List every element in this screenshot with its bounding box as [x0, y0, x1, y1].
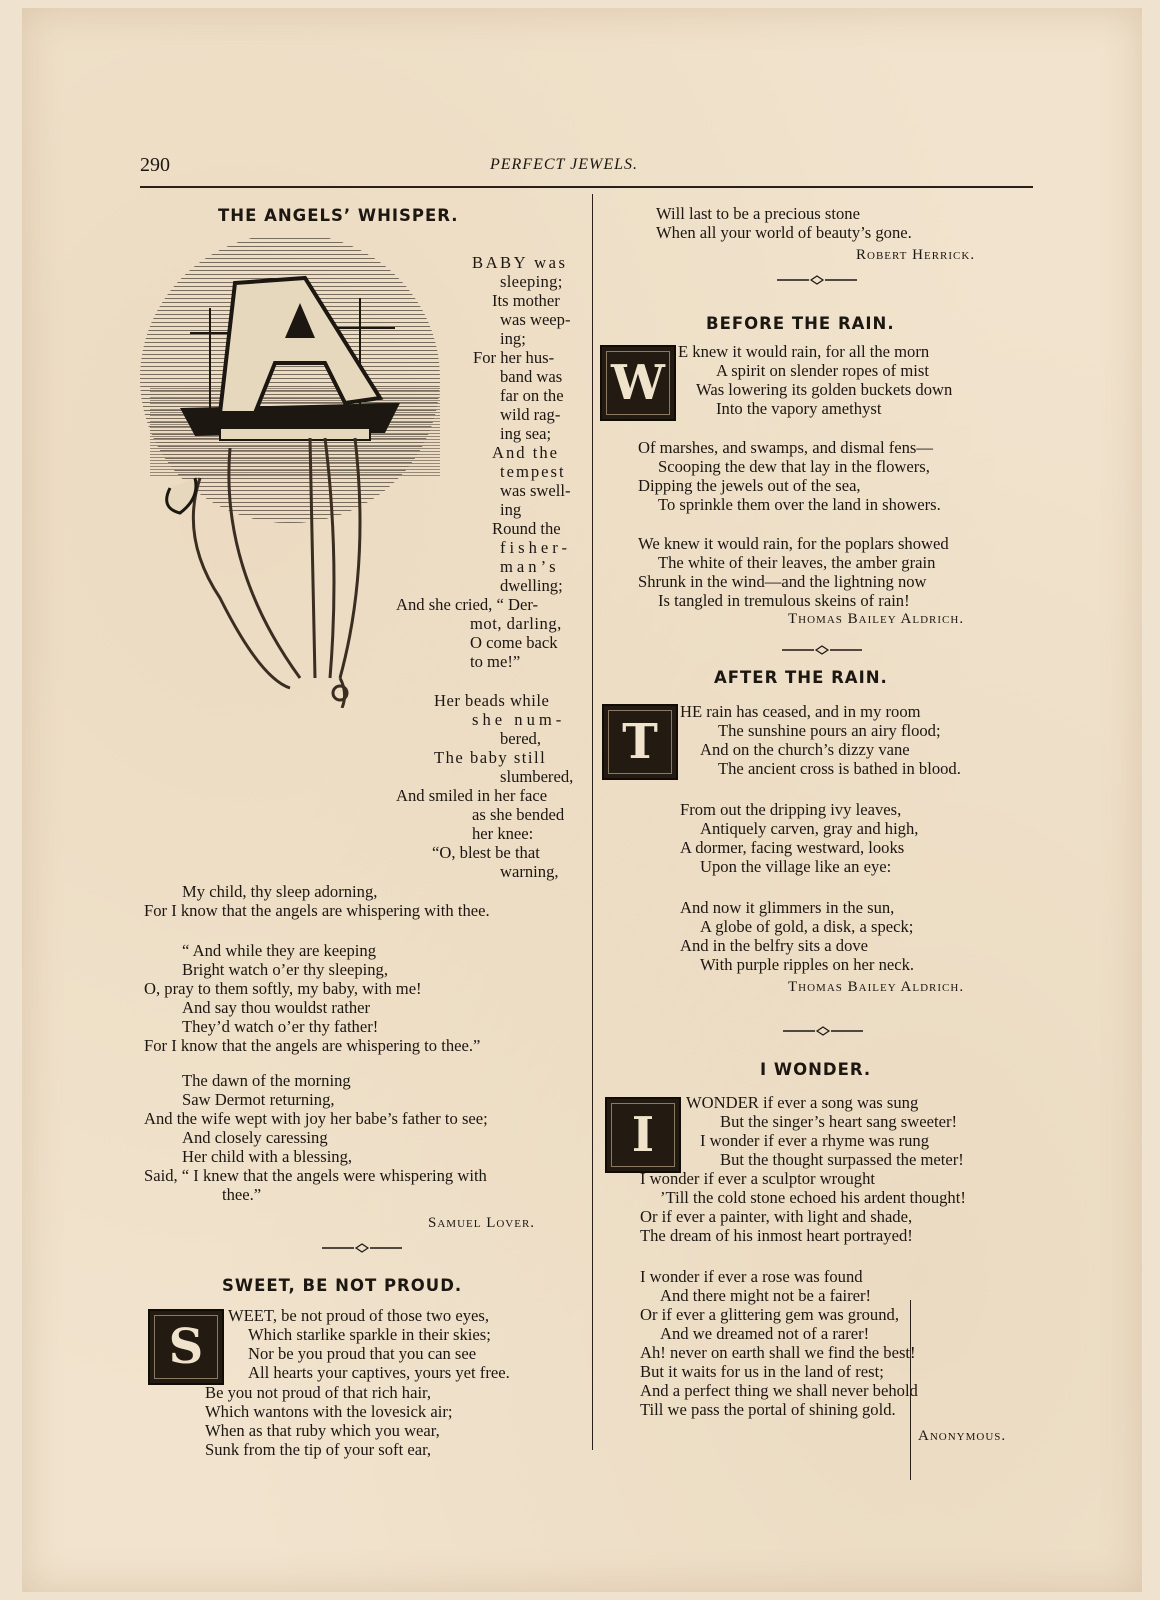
poem-line: wild rag- [500, 405, 561, 424]
poem-line: ing sea; [500, 424, 552, 443]
poem-line: And the [492, 443, 559, 462]
poem-line: And on the church’s dizzy vane [700, 740, 910, 759]
column-divider [592, 194, 593, 1450]
poem-line: O, pray to them softly, my baby, with me! [144, 979, 422, 998]
poem-line: sleeping; [500, 272, 563, 291]
poem-line: The sunshine pours an airy flood; [718, 721, 941, 740]
poem-line: ing [500, 500, 522, 519]
poem-line: warning, [500, 862, 559, 881]
poem-line: ’Till the cold stone echoed his ardent thought! [660, 1188, 966, 1207]
poem-line: They’d watch o’er thy father! [182, 1017, 379, 1036]
author-angels: Samuel Lover. [428, 1215, 536, 1231]
poem-line: I wonder if ever a sculptor wrought [640, 1169, 876, 1188]
poem-line: And a perfect thing we shall never behold [640, 1381, 918, 1400]
poem-line: But the thought surpassed the meter! [720, 1150, 964, 1169]
poem-line: “ And while they are keeping [182, 941, 376, 960]
poem-title-i-wonder: I WONDER. [760, 1060, 872, 1079]
poem-line: slumbered, [500, 767, 574, 786]
poem-line: BABY was [472, 253, 568, 272]
poem-line: The dream of his inmost heart portrayed! [640, 1226, 913, 1245]
poem-line: Saw Dermot returning, [182, 1090, 335, 1109]
dropcap-s: S [148, 1309, 224, 1385]
poem-line: And we dreamed not of a rarer! [660, 1324, 870, 1343]
poem-line: Upon the village like an eye: [700, 857, 892, 876]
poem-line: For I know that the angels are whispering to thee.” [144, 1036, 481, 1055]
poem-line: With purple ripples on her neck. [700, 955, 915, 974]
poem-line: she num- [472, 710, 566, 729]
poem-line: Till we pass the portal of shining gold. [640, 1400, 896, 1419]
poem-title-before-rain: BEFORE THE RAIN. [706, 314, 895, 333]
poem-line: was swell- [500, 481, 571, 500]
poem-line: Sunk from the tip of your soft ear, [205, 1440, 432, 1459]
poem-line: as she bended [472, 805, 565, 824]
poem-line: Which starlike sparkle in their skies; [248, 1325, 491, 1344]
poem-line: far on the [500, 386, 564, 405]
poem-title-after-rain: AFTER THE RAIN. [714, 668, 888, 687]
ship-illustration-dropcap [140, 238, 460, 708]
dropcap-t: T [602, 704, 678, 780]
poem-line: Shrunk in the wind—and the lightning now [638, 572, 927, 591]
poem-line: Her beads while [434, 691, 550, 710]
poem-line: And there might not be a fairer! [660, 1286, 872, 1305]
ornament-divider [783, 1026, 863, 1036]
poem-line: Of marshes, and swamps, and dismal fens— [638, 438, 933, 457]
poem-line: Antiquely carven, gray and high, [700, 819, 919, 838]
poem-line: The ancient cross is bathed in blood. [718, 759, 961, 778]
poem-line: A spirit on slender ropes of mist [716, 361, 929, 380]
poem-line: Scooping the dew that lay in the flowers, [658, 457, 930, 476]
poem-line: Which wantons with the lovesick air; [205, 1402, 453, 1421]
poem-line: was weep- [500, 310, 571, 329]
poem-line: “O, blest be that [432, 843, 540, 862]
poem-line: HE rain has ceased, and in my room [680, 702, 921, 721]
poem-line: And say thou wouldst rather [182, 998, 371, 1017]
poem-line: All hearts your captives, yours yet free. [248, 1363, 510, 1382]
poem-line: tempest [500, 462, 566, 481]
poem-line: And in the belfry sits a dove [680, 936, 869, 955]
ornament-divider [777, 275, 857, 285]
poem-line: And smiled in her face [396, 786, 548, 805]
poem-title-proud: SWEET, BE NOT PROUD. [222, 1276, 463, 1295]
author-aldrich-2: Thomas Bailey Aldrich. [788, 979, 965, 995]
running-title: PERFECT JEWELS. [490, 156, 639, 173]
poem-line: But it waits for us in the land of rest; [640, 1362, 884, 1381]
poem-line: I wonder if ever a rose was found [640, 1267, 863, 1286]
poem-line: A globe of gold, a disk, a speck; [700, 917, 914, 936]
poem-line: Is tangled in tremulous skeins of rain! [658, 591, 910, 610]
poem-line: Or if ever a painter, with light and shade, [640, 1207, 913, 1226]
poem-line: And she cried, “ Der- [396, 595, 539, 614]
poem-line: We knew it would rain, for the poplars showed [638, 534, 949, 553]
poem-line: Her child with a blessing, [182, 1147, 353, 1166]
poem-line: fisher- [500, 538, 571, 557]
poem-line: E knew it would rain, for all the morn [678, 342, 930, 361]
poem-line: mot, darling, [470, 614, 562, 633]
poem-line: And now it glimmers in the sun, [680, 898, 895, 917]
poem-line: When all your world of beauty’s gone. [656, 223, 912, 242]
author-anonymous: Anonymous. [918, 1428, 1007, 1444]
poem-line: But the singer’s heart sang sweeter! [720, 1112, 958, 1131]
poem-line: to me!” [470, 652, 521, 671]
poem-line: For her hus- [473, 348, 555, 367]
poem-line: Into the vapory amethyst [716, 399, 882, 418]
poem-line: The dawn of the morning [182, 1071, 351, 1090]
poem-line: Bright watch o’er thy sleeping, [182, 960, 388, 979]
poem-line: man’s [500, 557, 560, 576]
poem-line: ing; [500, 329, 526, 348]
poem-line: Dipping the jewels out of the sea, [638, 476, 861, 495]
poem-line: bered, [500, 729, 541, 748]
poem-line: Its mother [492, 291, 560, 310]
poem-line: Ah! never on earth shall we find the best! [640, 1343, 916, 1362]
poem-line: The white of their leaves, the amber grain [658, 553, 936, 572]
poem-line: The baby still [434, 748, 547, 767]
poem-line: WEET, be not proud of those two eyes, [228, 1306, 489, 1325]
dropcap-w: W [600, 345, 676, 421]
poem-line: her knee: [472, 824, 534, 843]
poem-line: Will last to be a precious stone [656, 204, 860, 223]
ornament-divider [322, 1243, 402, 1253]
poem-line: Was lowering its golden buckets down [696, 380, 953, 399]
ornament-divider [782, 645, 862, 655]
poem-line: dwelling; [500, 576, 563, 595]
header-rule [140, 186, 1033, 188]
poem-line: Or if ever a glittering gem was ground, [640, 1305, 899, 1324]
poem-line: When as that ruby which you wear, [205, 1421, 440, 1440]
poem-line: I wonder if ever a rhyme was rung [700, 1131, 929, 1150]
page-number: 290 [140, 154, 170, 176]
author-herrick: Robert Herrick. [856, 247, 976, 263]
poem-line: Round the [492, 519, 561, 538]
author-aldrich-1: Thomas Bailey Aldrich. [788, 611, 965, 627]
poem-line: thee.” [222, 1185, 262, 1204]
poem-line: For I know that the angels are whispering with thee. [144, 901, 490, 920]
poem-line: From out the dripping ivy leaves, [680, 800, 902, 819]
poem-line: WONDER if ever a song was sung [686, 1093, 919, 1112]
poem-line: And the wife wept with joy her babe’s father to see; [144, 1109, 488, 1128]
poem-line: A dormer, facing westward, looks [680, 838, 905, 857]
poem-line: band was [500, 367, 563, 386]
poem-line: Be you not proud of that rich hair, [205, 1383, 432, 1402]
poem-line: Nor be you proud that you can see [248, 1344, 477, 1363]
dropcap-i: I [605, 1097, 681, 1173]
poem-line: O come back [470, 633, 558, 652]
poem-line: My child, thy sleep adorning, [182, 882, 378, 901]
poem-line: Said, “ I knew that the angels were whispering with [144, 1166, 487, 1185]
poem-line: To sprinkle them over the land in showers. [658, 495, 941, 514]
poem-line: And closely caressing [182, 1128, 328, 1147]
poem-title-angels: THE ANGELS’ WHISPER. [218, 206, 459, 225]
